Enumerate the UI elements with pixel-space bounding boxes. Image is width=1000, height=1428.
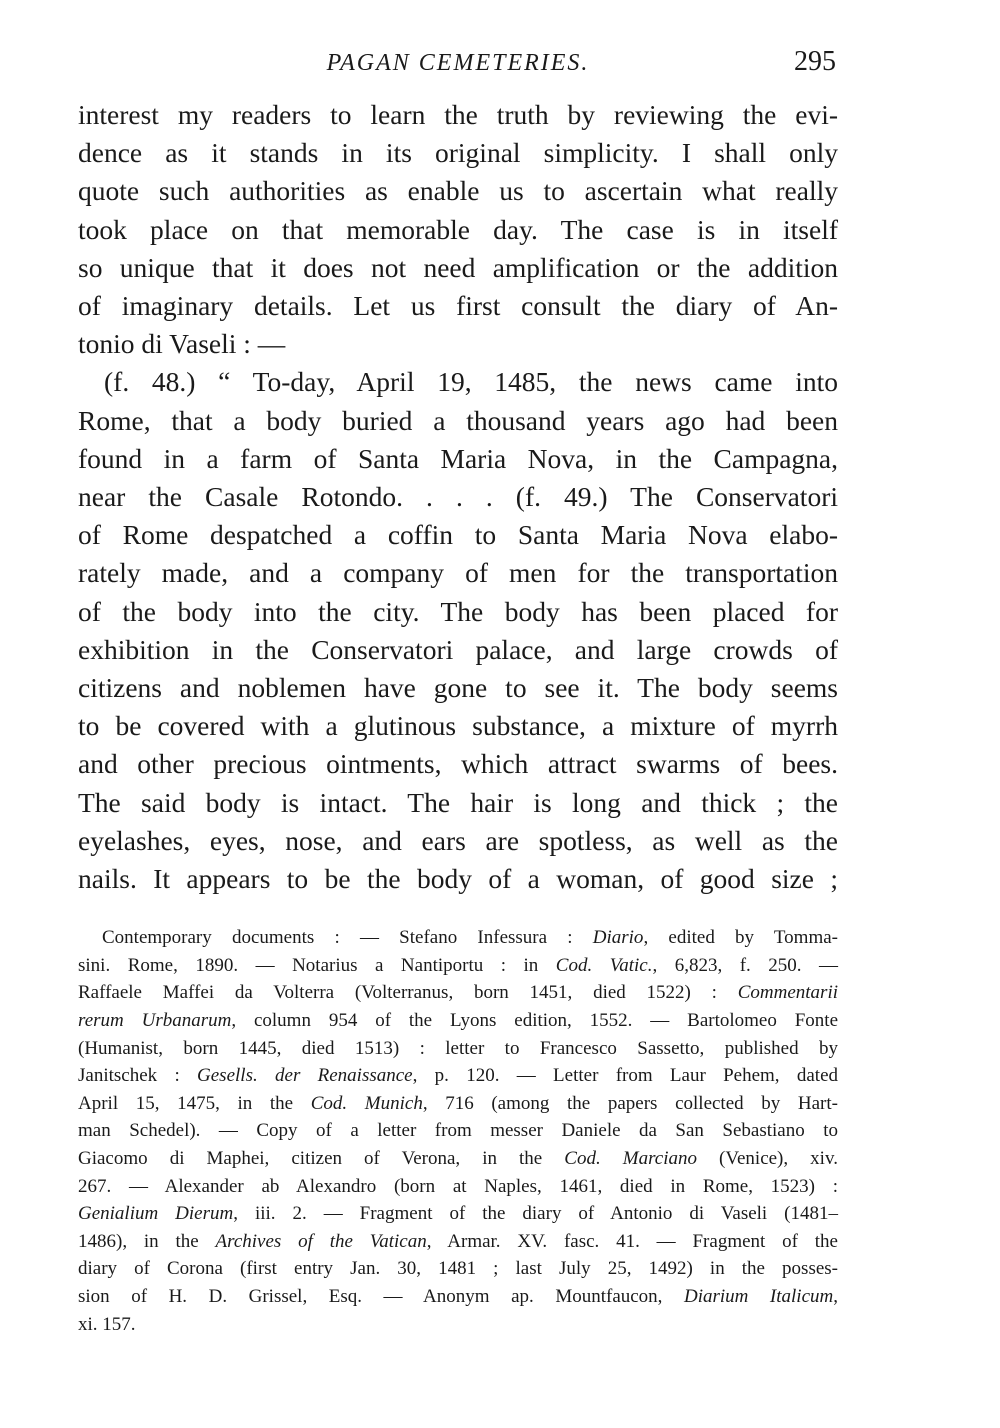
footnote-italic-run: Cod. Munich — [310, 1092, 423, 1114]
footnote-line — [78, 1117, 838, 1145]
body-line: near the Casale Rotondo. . . . (f. 49.) The Conservatori — [78, 481, 838, 513]
footnote-text-run: , iii. 2. — Fragment of the diary of Antonio di Vaseli (1481– — [233, 1203, 838, 1225]
footnote-text-run: April 15, 1475, in the — [78, 1092, 311, 1114]
body-line: exhibition in the Conservatori palace, and large crowds of — [78, 633, 838, 665]
footnote-text-run: sion of H. D. Grissel, Esq. — Anonym ap. Mountfaucon, — [78, 1285, 684, 1307]
body-line: of imaginary details. Let us first consult the diary of An- — [78, 290, 838, 322]
body-line: of Rome despatched a coffin to Santa Maria Nova elabo- — [78, 519, 838, 551]
running-title: PAGAN CEMETERIES. — [326, 50, 590, 76]
footnote-line — [78, 1090, 838, 1118]
body-line: (f. 48.) “ To-day, April 19, 1485, the news came into — [104, 366, 838, 398]
body-line: nails. It appears to be the body of a woman, of good size ; — [78, 863, 838, 895]
footnote-text-run: Raffaele Maffei da Volterra (Volterranus, born 1451, died 1522) : — [78, 982, 738, 1004]
footnote-line — [78, 1283, 838, 1311]
book-page — [78, 40, 838, 1338]
footnote-text-run: 1486), in the — [78, 1230, 216, 1252]
footnote-line — [78, 1200, 838, 1228]
body-line: found in a farm of Santa Maria Nova, in the Campagna, — [78, 442, 838, 474]
body-line: eyelashes, eyes, nose, and ears are spotless, as well as the — [78, 824, 838, 856]
footnote-text-run: sini. Rome, 1890. — Notarius a Nantiportu : in — [78, 954, 556, 976]
body-line: so unique that it does not need amplification or the addition — [78, 251, 838, 283]
footnote-italic-run: Cod. Vatic. — [555, 954, 653, 976]
body-line: dence as it stands in its original simplicity. I shall only — [78, 137, 838, 169]
footnote-italic-run: Archives of the Vatican — [215, 1230, 427, 1252]
footnote-text-run: , edited by Tomma- — [643, 927, 838, 949]
footnote-italic-run: Commentarii — [737, 982, 838, 1004]
body-line: rately made, and a company of men for the transportation — [78, 557, 838, 589]
footnote-text-run: , — [833, 1285, 838, 1307]
body-line: Rome, that a body buried a thousand years ago had been — [78, 404, 838, 436]
footnote-text-run: (Humanist, born 1445, died 1513) : letter to Francesco Sassetto, published by — [78, 1037, 838, 1059]
footnote-line — [78, 1255, 838, 1283]
footnote-line — [78, 924, 838, 952]
footnote-italic-run: Genialium Dierum — [78, 1203, 234, 1225]
footnote-italic-run: rerum Urbanarum — [78, 1010, 232, 1032]
body-line: interest my readers to learn the truth by reviewing the evi- — [78, 99, 838, 130]
footnote-italic-run: Gesells. der Renaissance — [197, 1065, 413, 1087]
page-number: 295 — [794, 46, 836, 77]
body-line: quote such authorities as enable us to ascertain what really — [78, 175, 838, 207]
footnote-italic-run: Diario — [592, 927, 644, 949]
footnote-text-run: Giacomo di Maphei, citizen of Verona, in the — [78, 1148, 565, 1170]
footnote-text-run: , 6,823, f. 250. — — [652, 954, 839, 976]
footnote-line — [78, 1062, 838, 1090]
footnote-text-run: , p. 120. — Letter from Laur Pehem, dated — [412, 1065, 838, 1087]
body-line: tonio di Vaseli : — — [78, 328, 286, 360]
footnote-line — [78, 1145, 838, 1173]
running-head — [78, 40, 838, 90]
footnote — [78, 924, 838, 1338]
footnote-text-run: , 716 (among the papers collected by Hart- — [422, 1092, 838, 1114]
footnote-line — [78, 1311, 838, 1339]
footnote-line — [78, 1035, 838, 1063]
body-line: of the body into the city. The body has been placed for — [78, 595, 838, 627]
body-line: to be covered with a glutinous substance, a mixture of myrrh — [78, 710, 838, 742]
footnote-text-run: man Schedel). — Copy of a letter from messer Daniele da San Sebastiano to — [78, 1120, 838, 1142]
footnote-text-run: Janitschek : — [78, 1065, 198, 1087]
body-line: citizens and noblemen have gone to see it. The body seems — [78, 672, 838, 704]
footnote-text-run: xi. 157. — [78, 1313, 136, 1335]
footnote-line — [78, 1007, 838, 1035]
footnote-line — [78, 952, 838, 980]
footnote-text-run: , column 954 of the Lyons edition, 1552. — Bartolomeo Fonte — [231, 1010, 839, 1032]
body-line: and other precious ointments, which attract swarms of bees. — [78, 748, 838, 780]
body-line: The said body is intact. The hair is long and thick ; the — [78, 786, 838, 818]
footnote-text-run: 267. — Alexander ab Alexandro (born at Naples, 1461, died in Rome, 1523) : — [78, 1175, 838, 1197]
body-text — [78, 96, 838, 898]
footnote-text-run: diary of Corona (first entry Jan. 30, 1481 ; last July 25, 1492) in the posses- — [78, 1258, 838, 1280]
footnote-line — [78, 1173, 838, 1201]
footnote-text-run: Contemporary documents : — Stefano Infessura : — [102, 927, 593, 949]
footnote-text-run: (Venice), xiv. — [696, 1148, 838, 1170]
footnote-italic-run: Diarium Italicum — [683, 1285, 834, 1307]
footnote-text-run: , Armar. XV. fasc. 41. — Fragment of the — [426, 1230, 838, 1252]
footnote-line — [78, 979, 838, 1007]
footnote-line — [78, 1228, 838, 1256]
footnote-italic-run: Cod. Marciano — [564, 1148, 697, 1170]
body-line: took place on that memorable day. The case is in itself — [78, 213, 838, 245]
